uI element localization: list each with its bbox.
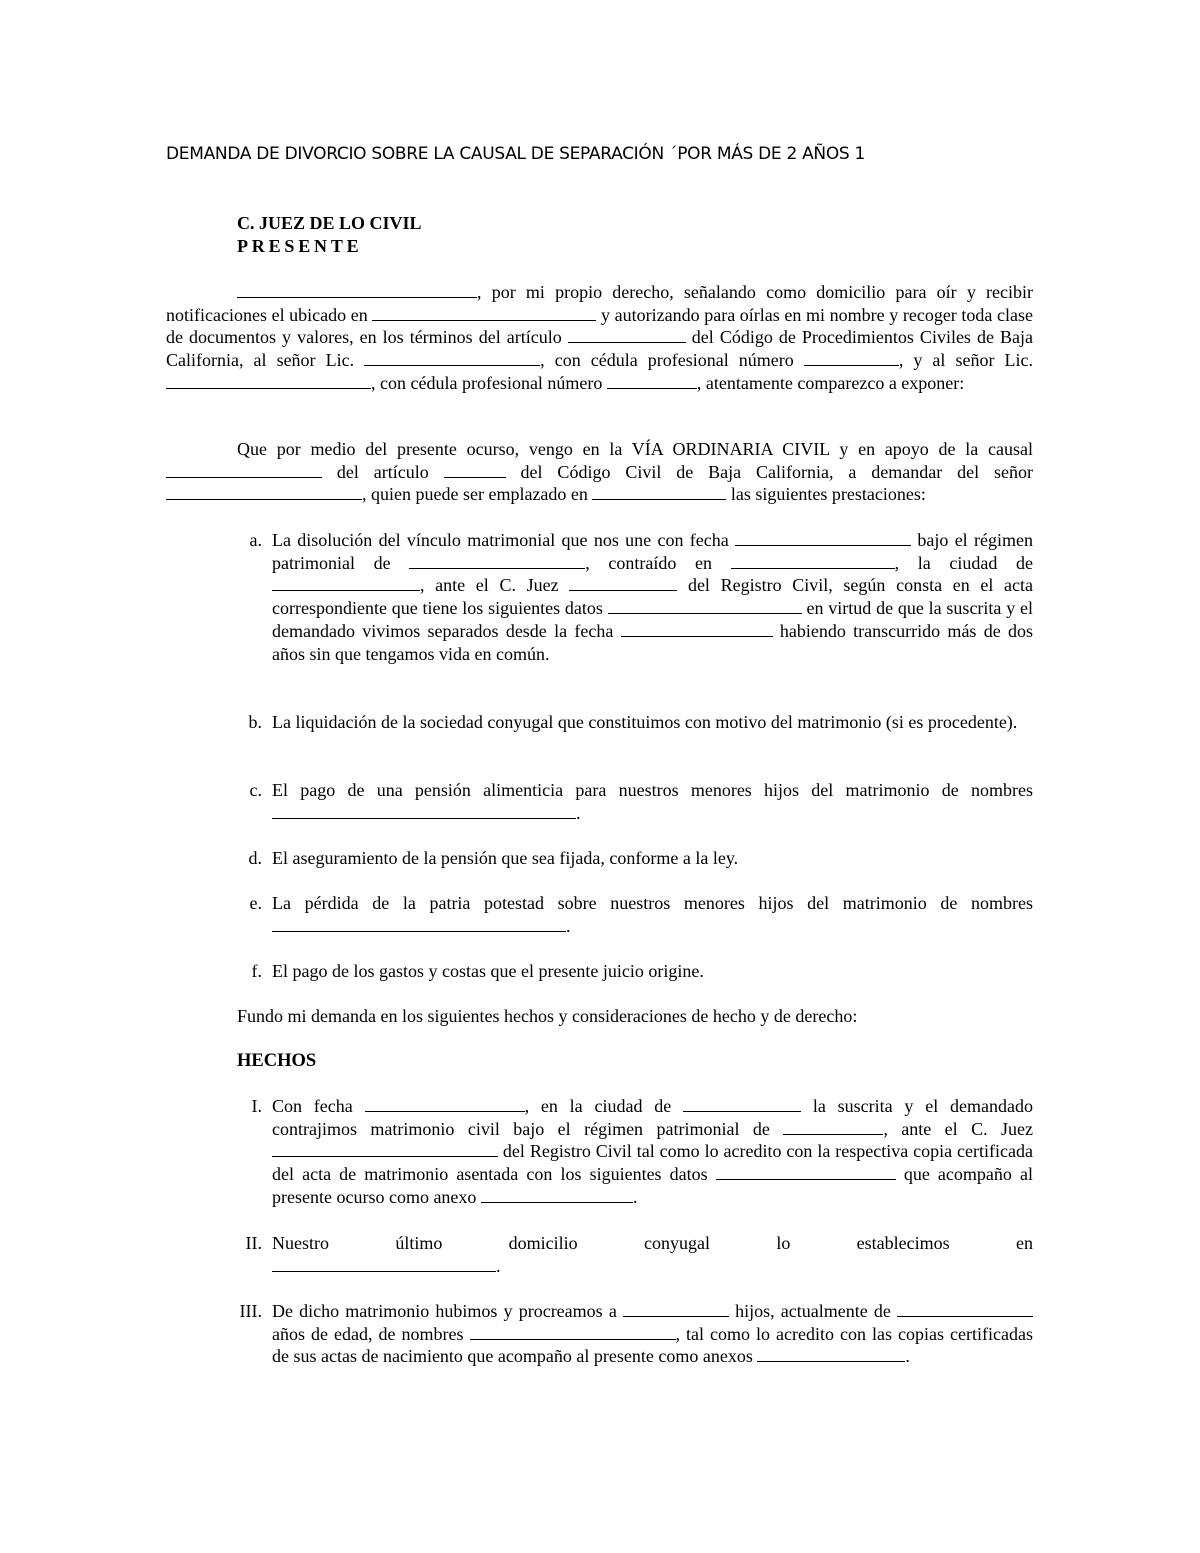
blank-line	[716, 1163, 896, 1180]
blank-line	[272, 802, 576, 819]
list-marker: III.	[239, 1301, 262, 1321]
item-text-part: bajo el régimen patrimonial de	[272, 530, 1033, 573]
item-text-part: , ante el C. Juez	[883, 1118, 1033, 1139]
list-marker: a.	[249, 530, 262, 550]
que-text-4: , quien puede ser emplazado en	[362, 484, 593, 505]
prestacion-item	[251, 960, 1033, 983]
hecho-item	[245, 1232, 1033, 1277]
blank-line	[364, 349, 540, 366]
intro-text-6: , con cédula profesional número	[371, 372, 607, 393]
blank-line	[783, 1118, 883, 1135]
item-text-part: habiendo transcurrido más de dos años sin que tengamos vida en común.	[272, 620, 1034, 664]
blank-line	[365, 1095, 525, 1112]
que-text-3: del Código Civil de Baja California, a demandar del señor	[505, 461, 1033, 482]
fundo-paragraph: Fundo mi demanda en los siguientes hechos y consideraciones de hecho y de derecho:	[237, 1006, 858, 1026]
blank-line	[735, 529, 911, 546]
intro-text-4: , con cédula profesional número	[540, 350, 804, 371]
blank-line	[481, 1186, 633, 1203]
que-text-2: del artículo	[322, 461, 444, 482]
intro-paragraph	[166, 281, 1033, 395]
list-marker: d.	[248, 848, 262, 868]
blank-line	[166, 372, 371, 389]
item-text-part: , contraído en	[585, 552, 731, 573]
blank-line	[897, 1300, 1033, 1317]
intro-text-1: , por mi propio derecho, señalando como domicilio para oír y recibir notificaciones el ubicado en	[166, 282, 1033, 325]
list-marker: I.	[251, 1096, 262, 1116]
hecho-text	[272, 1232, 1033, 1277]
list-marker: c.	[249, 780, 262, 800]
list-marker: f.	[251, 961, 262, 981]
blank-line	[272, 1255, 496, 1272]
prestacion-text	[272, 529, 1033, 665]
prestacion-item	[249, 892, 1033, 937]
blank-line	[592, 483, 726, 500]
intro-text-2: y autorizando para oírlas en mi nombre y recoger toda clase de documentos y valores, en los términos del artículo	[166, 304, 1033, 348]
blank-line	[372, 304, 596, 321]
hecho-item	[239, 1300, 1033, 1368]
blank-line	[607, 372, 697, 389]
item-text-part: , en la ciudad de	[524, 1096, 684, 1116]
prestacion-text	[272, 892, 1033, 937]
prestacion-text: El pago de los gastos y costas que el presente juicio origine.	[272, 961, 704, 981]
item-text-part: .	[905, 1346, 910, 1367]
hecho-item	[251, 1095, 1033, 1209]
que-paragraph	[166, 438, 1033, 506]
prestacion-item	[248, 711, 1033, 734]
blank-line	[272, 574, 420, 591]
hecho-text	[272, 1095, 1033, 1209]
list-marker: e.	[249, 893, 262, 913]
item-text-part: .	[496, 1255, 501, 1276]
hecho-text	[272, 1300, 1033, 1368]
blank-line	[444, 461, 506, 478]
blank-line	[623, 1300, 729, 1317]
addressee-block	[237, 212, 422, 258]
prestacion-item	[249, 779, 1033, 824]
que-text-5: las siguientes prestaciones:	[726, 484, 926, 505]
blank-line	[683, 1095, 801, 1112]
blank-line	[470, 1323, 676, 1340]
blank-line	[272, 915, 566, 932]
item-text-part: El pago de una pensión alimenticia para nuestros menores hijos del matrimonio de nombres	[272, 780, 1033, 800]
item-text-part: en virtud de que la suscrita y el demandado vivimos separados desde la fecha	[272, 598, 1033, 641]
item-text-part: años de edad, de nombres	[272, 1323, 470, 1344]
prestacion-text: La liquidación de la sociedad conyugal que constituimos con motivo del matrimonio (si es procedente).	[272, 712, 1018, 732]
item-text-part: , tal como lo acredito con las copias certificadas de sus actas de nacimiento que acompaño al presente como anexos	[272, 1323, 1033, 1367]
blank-line	[166, 461, 322, 478]
item-text-part: la suscrita y el demandado contrajimos matrimonio civil bajo el régimen patrimonial de	[272, 1096, 1033, 1139]
intro-text-7: , atentamente comparezco a exponer:	[696, 372, 965, 393]
blank-line	[731, 552, 895, 569]
addressee-judge: C. JUEZ DE LO CIVIL	[237, 213, 422, 233]
blank-line	[621, 620, 773, 637]
prestacion-text	[272, 779, 1033, 824]
item-text-part: La disolución del vínculo matrimonial que nos une con fecha	[272, 530, 736, 550]
intro-text-3: del Código de Procedimientos Civiles de Baja California, al señor Lic.	[166, 327, 1033, 371]
item-text-part: , la ciudad de	[894, 552, 1033, 573]
prestacion-item	[248, 847, 1033, 870]
blank-line	[804, 349, 899, 366]
prestacion-text: El aseguramiento de la pensión que sea fijada, conforme a la ley.	[272, 848, 739, 868]
item-text-part: del Registro Civil tal como lo acredito con la respectiva copia certificada del acta de matrimonio asentada con los siguientes datos	[272, 1141, 1033, 1185]
item-text-part: Con fecha	[272, 1096, 365, 1116]
item-text-part: De dicho matrimonio hubimos y procreamos a	[272, 1301, 623, 1321]
item-text-part: .	[632, 1186, 638, 1207]
list-marker: b.	[248, 712, 262, 732]
list-marker: II.	[245, 1233, 262, 1253]
blank-line	[569, 574, 677, 591]
intro-text-5: , y al señor Lic.	[898, 350, 1033, 371]
item-text-part: hijos, actualmente de	[728, 1301, 897, 1321]
item-text-part: que acompaño al presente ocurso como anexo	[272, 1164, 1033, 1207]
item-text-part: .	[566, 915, 571, 936]
item-text-part: del Registro Civil, según consta en el acta correspondiente que tiene los siguientes datos	[272, 575, 1034, 619]
blank-line	[409, 552, 585, 569]
item-text-part: Nuestro último domicilio conyugal lo establecimos en	[272, 1233, 1033, 1253]
addressee-presente: PRESENTE	[237, 236, 363, 256]
document-title: DEMANDA DE DIVORCIO SOBRE LA CAUSAL DE SEPARACIÓN ´POR MÁS DE 2 AÑOS 1	[166, 144, 866, 164]
item-text-part: .	[576, 802, 581, 823]
blank-line	[757, 1345, 905, 1362]
item-text-part: La pérdida de la patria potestad sobre nuestros menores hijos del matrimonio de nombres	[272, 893, 1033, 913]
item-text-part: , ante el C. Juez	[420, 575, 570, 596]
blank-line	[608, 597, 802, 614]
blank-line	[237, 281, 477, 298]
blank-line	[568, 326, 686, 343]
prestacion-item	[249, 529, 1034, 665]
blank-line	[166, 483, 362, 500]
hechos-heading: HECHOS	[237, 1051, 317, 1071]
blank-line	[272, 1140, 498, 1157]
que-text-1: Que por medio del presente ocurso, vengo en la VÍA ORDINARIA CIVIL y en apoyo de la causal	[237, 439, 1033, 459]
